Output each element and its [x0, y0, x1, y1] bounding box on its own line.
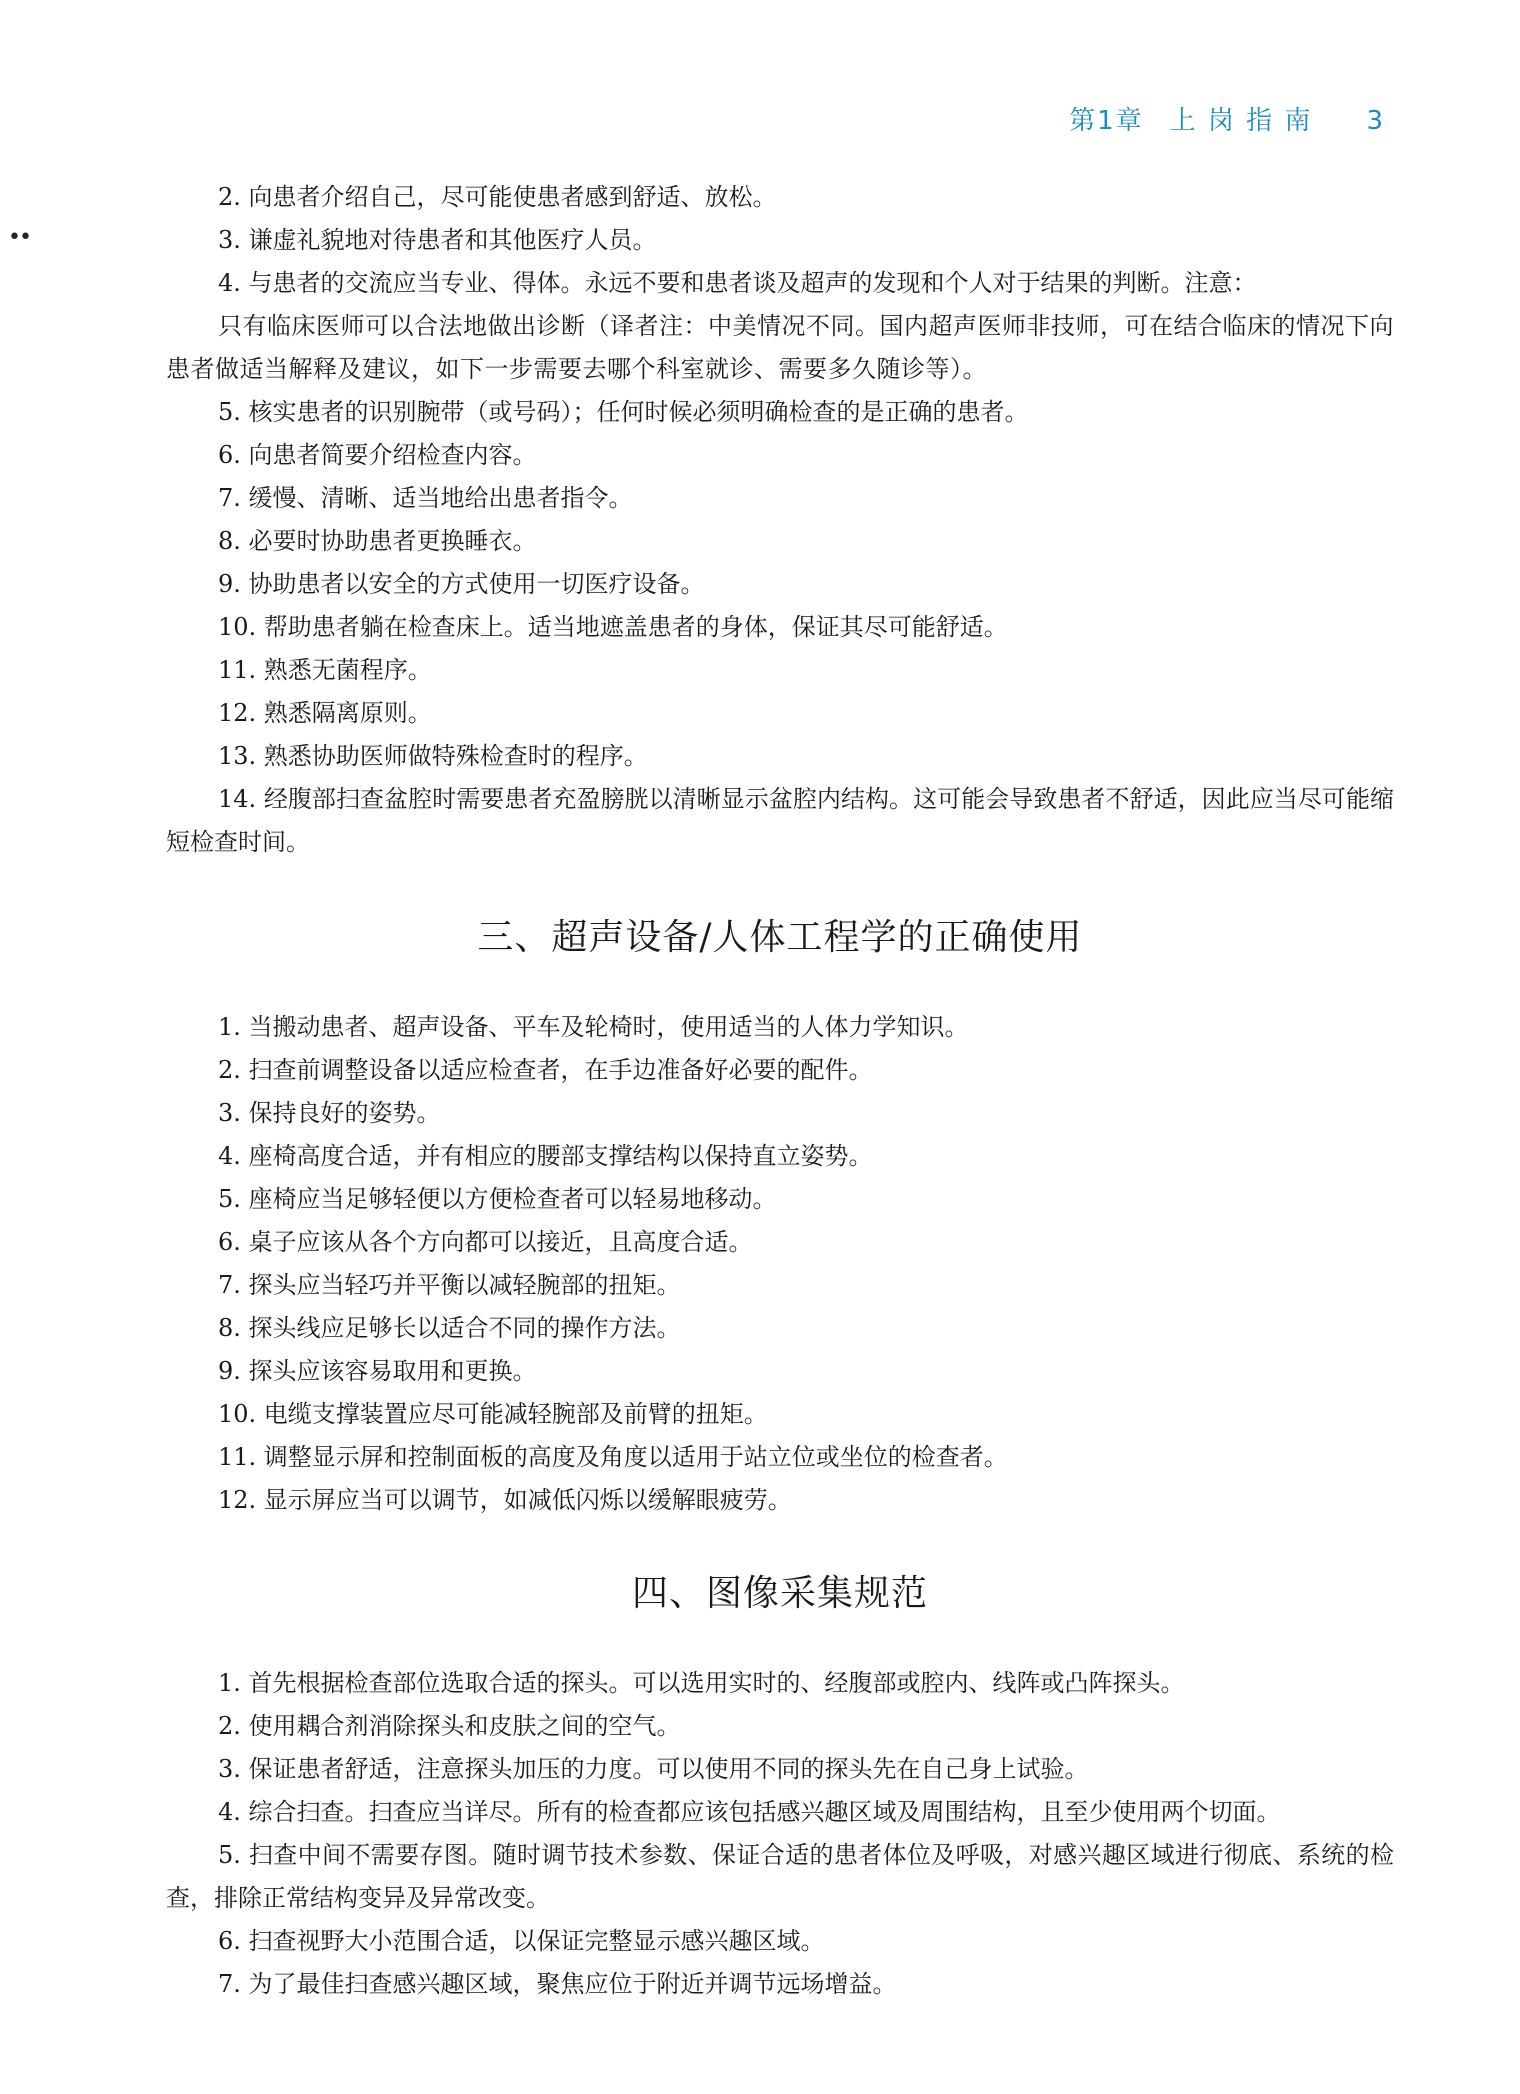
list-item: 5. 核实患者的识别腕带（或号码）；任何时候必须明确检查的是正确的患者。: [218, 398, 1029, 426]
list-item: 7. 缓慢、清晰、适当地给出患者指令。: [218, 484, 633, 512]
list-item: 7. 为了最佳扫查感兴趣区域，聚焦应位于附近并调节远场增益。: [218, 1970, 897, 1998]
section-heading: 三、超声设备/人体工程学的正确使用: [477, 917, 1083, 958]
list-item: 5. 座椅应当足够轻便以方便检查者可以轻易地移动。: [218, 1185, 777, 1213]
section-list: [166, 1006, 1394, 1522]
section-image-acquisition: [166, 1546, 1394, 2006]
list-item: 9. 协助患者以安全的方式使用一切医疗设备。: [218, 570, 705, 598]
chapter-label: 第1章: [1069, 106, 1144, 136]
list-item: 6. 扫查视野大小范围合适，以保证完整显示感兴趣区域。: [218, 1927, 825, 1955]
margin-mark: ••: [8, 225, 30, 250]
list-item: 4. 与患者的交流应当专业、得体。永远不要和患者谈及超声的发现和个人对于结果的判断。注意：: [218, 269, 1257, 297]
page-body: [166, 176, 1394, 2006]
list-item: 1. 首先根据检查部位选取合适的探头。可以选用实时的、经腹部或腔内、线阵或凸阵探头。: [218, 1669, 1185, 1697]
list-item: 4. 综合扫查。扫查应当详尽。所有的检查都应该包括感兴趣区域及周围结构，且至少使用两个切面。: [218, 1798, 1281, 1826]
list-item: 9. 探头应该容易取用和更换。: [218, 1357, 537, 1385]
list-item: 2. 使用耦合剂消除探头和皮肤之间的空气。: [218, 1712, 681, 1740]
list-item: 11. 熟悉无菌程序。: [218, 656, 432, 684]
list-item: 6. 桌子应该从各个方向都可以接近，且高度合适。: [218, 1228, 753, 1256]
list-item: 10. 电缆支撑装置应尽可能减轻腕部及前臂的扭矩。: [218, 1400, 768, 1428]
list-item: 4. 座椅高度合适，并有相应的腰部支撑结构以保持直立姿势。: [218, 1142, 873, 1170]
list-item: 12. 熟悉隔离原则。: [218, 699, 432, 727]
list-item: 12. 显示屏应当可以调节，如减低闪烁以缓解眼疲劳。: [218, 1486, 792, 1514]
chapter-title: 上 岗 指 南: [1169, 106, 1313, 136]
running-header: [1069, 100, 1385, 137]
list-item: 11. 调整显示屏和控制面板的高度及角度以适用于站立位或坐位的检查者。: [218, 1443, 1008, 1471]
list-item: 13. 熟悉协助医师做特殊检查时的程序。: [218, 742, 648, 770]
section-list: [166, 1662, 1394, 2006]
list-item: 1. 当搬动患者、超声设备、平车及轮椅时，使用适当的人体力学知识。: [218, 1013, 969, 1041]
list-item: 3. 保持良好的姿势。: [218, 1099, 441, 1127]
list-item: 2. 扫查前调整设备以适应检查者，在手边准备好必要的配件。: [218, 1056, 873, 1084]
list-item: 3. 谦虚礼貌地对待患者和其他医疗人员。: [218, 226, 657, 254]
list-item: 6. 向患者简要介绍检查内容。: [218, 441, 537, 469]
translator-note: 只有临床医师可以合法地做出诊断（译者注：中美情况不同。国内超声医师非技师，可在结合临床的情况下向患者做适当解释及建议，如下一步需要去哪个科室就诊、需要多久随诊等）。: [166, 312, 1394, 383]
list-item: 8. 探头线应足够长以适合不同的操作方法。: [218, 1314, 681, 1342]
page-number: 3: [1366, 106, 1385, 136]
section-heading: 四、图像采集规范: [631, 1573, 928, 1614]
list-item: 10. 帮助患者躺在检查床上。适当地遮盖患者的身体，保证其尽可能舒适。: [218, 613, 1008, 641]
list-item: 14. 经腹部扫查盆腔时需要患者充盈膀胱以清晰显示盆腔内结构。这可能会导致患者不舒适，因此应当尽可能缩短检查时间。: [166, 785, 1394, 856]
list-item: 7. 探头应当轻巧并平衡以减轻腕部的扭矩。: [218, 1271, 681, 1299]
section-patient-care: [166, 176, 1394, 864]
list-item: 8. 必要时协助患者更换睡衣。: [218, 527, 537, 555]
list-item: 3. 保证患者舒适，注意探头加压的力度。可以使用不同的探头先在自己身上试验。: [218, 1755, 1089, 1783]
section-ergonomics: [166, 890, 1394, 1522]
list-item: 2. 向患者介绍自己，尽可能使患者感到舒适、放松。: [218, 183, 777, 211]
list-item: 5. 扫查中间不需要存图。随时调节技术参数、保证合适的患者体位及呼吸，对感兴趣区域进行彻底、系统的检查，排除正常结构变异及异常改变。: [166, 1841, 1394, 1912]
